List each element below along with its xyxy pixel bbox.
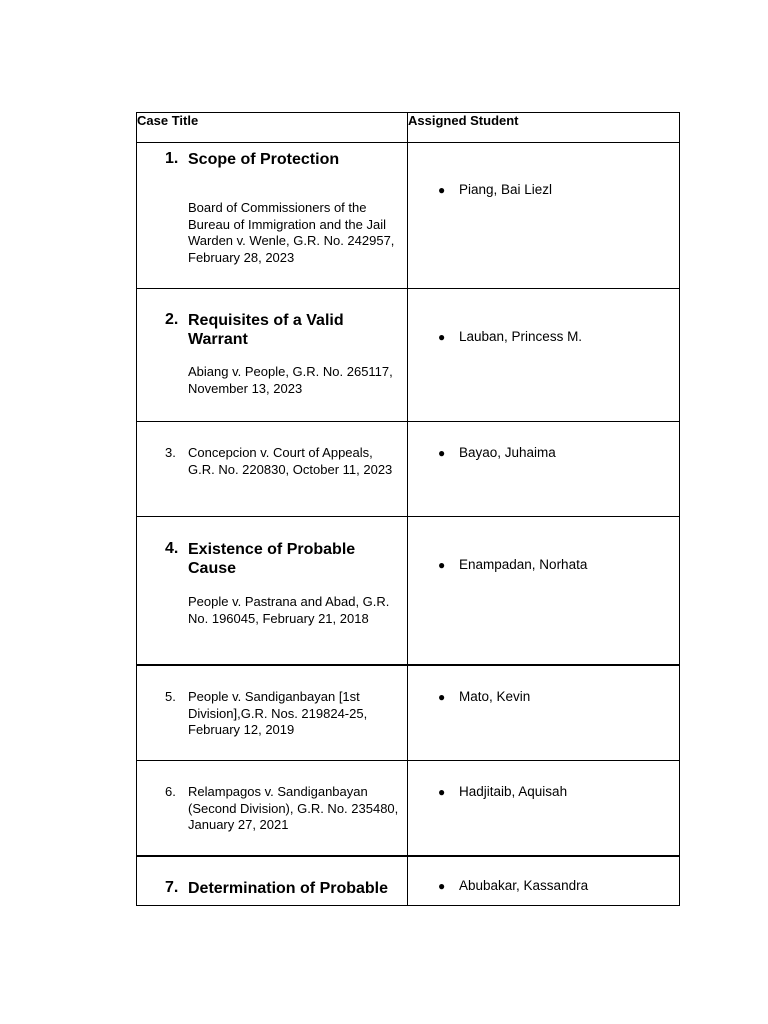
case-cell — [137, 289, 408, 422]
student-cell — [408, 761, 680, 857]
section-heading: Scope of Protection — [188, 151, 340, 168]
bullet-icon: ● — [438, 690, 446, 704]
case-number: 2. — [165, 311, 179, 328]
case-number: 4. — [165, 540, 179, 557]
case-citation: Board of Commissioners of the Bureau of Immigration and the Jail Warden v. Wenle, G.R. No. 242957, February 28, 2023 — [188, 200, 395, 265]
table-header-row — [137, 113, 680, 143]
bullet-icon: ● — [438, 785, 446, 799]
case-citation: Relampagos v. Sandiganbayan (Second Division), G.R. No. 235480, January 27, 2021 — [188, 784, 399, 832]
section-heading: Determination of Probable — [188, 880, 389, 897]
bullet-icon: ● — [438, 183, 446, 197]
case-citation: Abiang v. People, G.R. No. 265117, November 13, 2023 — [188, 364, 393, 396]
bullet-icon: ● — [438, 330, 446, 344]
student-name: Hadjitaib, Aquisah — [459, 784, 568, 799]
student-cell — [408, 665, 680, 761]
table-row — [137, 289, 680, 422]
bullet-icon: ● — [438, 879, 446, 893]
table-row — [137, 761, 680, 857]
case-citation: People v. Sandiganbayan [1st Division],G.R. Nos. 219824-25, February 12, 2019 — [188, 689, 368, 737]
student-name: Enampadan, Norhata — [459, 557, 588, 572]
case-cell — [137, 856, 408, 906]
case-cell — [137, 143, 408, 289]
case-cell — [137, 665, 408, 761]
student-name: Abubakar, Kassandra — [459, 878, 589, 893]
bullet-icon: ● — [438, 446, 446, 460]
case-number: 5. — [165, 689, 176, 704]
table-row — [137, 856, 680, 906]
case-cell — [137, 517, 408, 666]
student-cell — [408, 517, 680, 666]
header-case-title: Case Title — [137, 113, 408, 143]
table-row — [137, 422, 680, 517]
student-cell — [408, 856, 680, 906]
table-row — [137, 517, 680, 666]
student-cell — [408, 289, 680, 422]
case-cell — [137, 761, 408, 857]
case-number: 1. — [165, 150, 179, 167]
section-heading: Requisites of a Valid Warrant — [188, 312, 344, 348]
student-cell — [408, 143, 680, 289]
case-number: 6. — [165, 784, 176, 799]
case-number: 7. — [165, 879, 179, 896]
student-name: Lauban, Princess M. — [459, 329, 583, 344]
bullet-icon: ● — [438, 558, 446, 572]
section-heading: Existence of Probable Cause — [188, 541, 356, 577]
case-citation: People v. Pastrana and Abad, G.R. No. 196045, February 21, 2018 — [188, 594, 390, 626]
case-assignment-table — [136, 112, 680, 906]
student-name: Bayao, Juhaima — [459, 445, 556, 460]
student-name: Piang, Bai Liezl — [459, 182, 553, 197]
table-row — [137, 665, 680, 761]
table-row — [137, 143, 680, 289]
student-cell — [408, 422, 680, 517]
case-citation: Concepcion v. Court of Appeals, G.R. No. 220830, October 11, 2023 — [188, 445, 393, 477]
case-number: 3. — [165, 445, 176, 460]
case-cell — [137, 422, 408, 517]
student-name: Mato, Kevin — [459, 689, 531, 704]
header-assigned-student: Assigned Student — [408, 113, 680, 143]
